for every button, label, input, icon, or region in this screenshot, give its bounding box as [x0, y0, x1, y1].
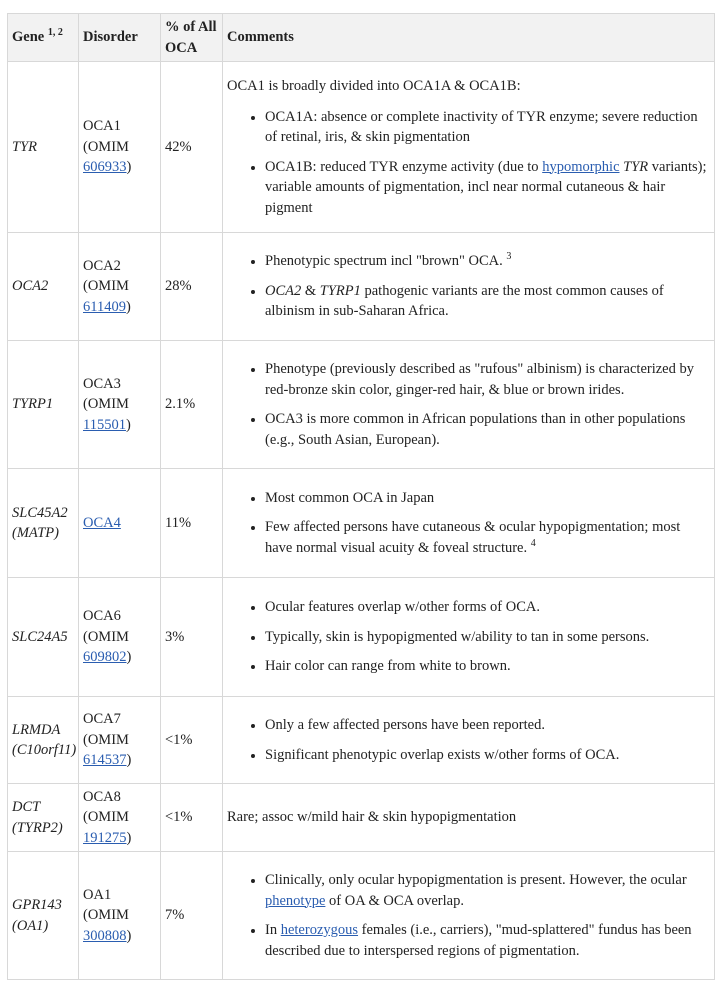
disorder-cell: OCA3 (OMIM 115501): [79, 341, 161, 469]
omim-link[interactable]: 115501: [83, 416, 126, 433]
gene-cell: OCA2: [8, 233, 79, 341]
comment-bullet: • OCA2 & TYRP1 pathogenic variants are the most common causes of albinism in sub-Saharan Africa.: [265, 281, 710, 322]
percent-cell: 28%: [161, 233, 223, 341]
header-gene: Gene $^{1, 2}$: [8, 14, 79, 62]
table-row: [8, 784, 715, 852]
percent-cell: 11%: [161, 469, 223, 578]
gene-cell: SLC24A5: [8, 578, 79, 697]
disorder-cell: OCA2 (OMIM 611409): [79, 233, 161, 341]
comment-intro: OCA1 is broadly divided into OCA1A & OCA1B:: [227, 78, 521, 94]
header-row: [8, 14, 715, 62]
table-row: [8, 62, 715, 233]
percent-cell: 2.1%: [161, 341, 223, 469]
glossary-link-heterozygous[interactable]: heterozygous: [280, 922, 359, 938]
comment-bullet: • Phenotype (previously described as "rufous" albinism) is characterized by red-bronze skin color, ginger-red hair, & blue or brown irides.: [265, 359, 710, 400]
comment-bullet: • Phenotypic spectrum incl "brown" OCA. $^3$: [265, 251, 710, 272]
comments-cell: [223, 852, 715, 980]
comments-cell: [223, 697, 715, 784]
omim-link[interactable]: 611409: [83, 298, 126, 315]
gene-cell: TYR: [8, 62, 79, 233]
comments-cell: [223, 578, 715, 697]
table-row: [8, 697, 715, 784]
header-comments: Comments: [223, 14, 715, 62]
comment-bullet: • Clinically, only ocular hypopigmentation is present. However, the ocular phenotype of OA & OCA overlap.: [265, 870, 710, 911]
table-row: [8, 469, 715, 578]
percent-cell: 7%: [161, 852, 223, 980]
glossary-link-hypomorphic[interactable]: hypomorphic: [542, 158, 620, 175]
disorder-link-oca4[interactable]: OCA4: [83, 514, 121, 531]
percent-cell: 3%: [161, 578, 223, 697]
gene-cell: DCT (TYRP2): [8, 784, 79, 852]
comments-cell: [223, 469, 715, 578]
disorder-cell: OA1 (OMIM 300808): [79, 852, 161, 980]
comment-bullet: • Only a few affected persons have been reported.: [265, 715, 710, 736]
omim-link[interactable]: 191275: [83, 829, 127, 846]
omim-link[interactable]: 606933: [83, 159, 127, 176]
gene-cell: SLC45A2 (MATP): [8, 469, 79, 578]
table-row: [8, 578, 715, 697]
comment-bullet: • OCA1A: absence or complete inactivity of TYR enzyme; severe reduction of retinal, iris, & skin pigmentation: [265, 107, 710, 148]
table-row: [8, 233, 715, 341]
omim-link[interactable]: 614537: [83, 752, 127, 769]
comment-bullet: • In heterozygous females (i.e., carriers), "mud-splattered" fundus has been described due to interspersed regions of pigmentation.: [265, 920, 710, 961]
comments-cell: [223, 62, 715, 233]
comments-cell: Rare; assoc w/mild hair & skin hypopigmentation: [223, 784, 715, 852]
comment-bullet: • Most common OCA in Japan: [265, 488, 710, 509]
comment-bullet: • Hair color can range from white to brown.: [265, 656, 710, 677]
footnote-ref[interactable]: 3: [506, 251, 512, 263]
header-percent: % of All OCA: [161, 14, 223, 62]
comment-bullet: • OCA3 is more common in African populations than in other populations (e.g., South Asian, European).: [265, 409, 710, 450]
comments-cell: [223, 341, 715, 469]
oca-table-container: [7, 13, 714, 980]
header-disorder: Disorder: [79, 14, 161, 62]
comment-bullet: • Typically, skin is hypopigmented w/ability to tan in some persons.: [265, 627, 710, 648]
percent-cell: <1%: [161, 697, 223, 784]
comment-bullet: • Significant phenotypic overlap exists w/other forms of OCA.: [265, 745, 710, 766]
disorder-cell: [79, 469, 161, 578]
disorder-cell: OCA1 (OMIM 606933): [79, 62, 161, 233]
header-gene-footnote[interactable]: 1, 2: [47, 27, 63, 39]
percent-cell: <1%: [161, 784, 223, 852]
oca-genes-table: [7, 13, 715, 980]
disorder-cell: OCA6 (OMIM 609802): [79, 578, 161, 697]
table-row: [8, 341, 715, 469]
glossary-link-phenotype[interactable]: phenotype: [265, 892, 326, 909]
gene-cell: LRMDA (C10orf11): [8, 697, 79, 784]
percent-cell: 42%: [161, 62, 223, 233]
table-row: [8, 852, 715, 980]
disorder-cell: OCA7 (OMIM 614537): [79, 697, 161, 784]
comment-bullet: • Ocular features overlap w/other forms of OCA.: [265, 597, 710, 618]
comment-bullet: • OCA1B: reduced TYR enzyme activity (due to hypomorphic TYR variants); variable amounts of pigmentation, incl near normal cutaneous & hair pigment: [265, 157, 710, 219]
comment-bullet: • Few affected persons have cutaneous & ocular hypopigmentation; most have normal visual acuity & foveal structure. $^4$: [265, 517, 710, 558]
omim-link[interactable]: 609802: [83, 649, 127, 666]
gene-cell: GPR143 (OA1): [8, 852, 79, 980]
gene-cell: TYRP1: [8, 341, 79, 469]
footnote-ref[interactable]: 4: [530, 537, 536, 549]
comments-cell: [223, 233, 715, 341]
disorder-cell: OCA8 (OMIM 191275): [79, 784, 161, 852]
omim-link[interactable]: 300808: [83, 927, 127, 944]
